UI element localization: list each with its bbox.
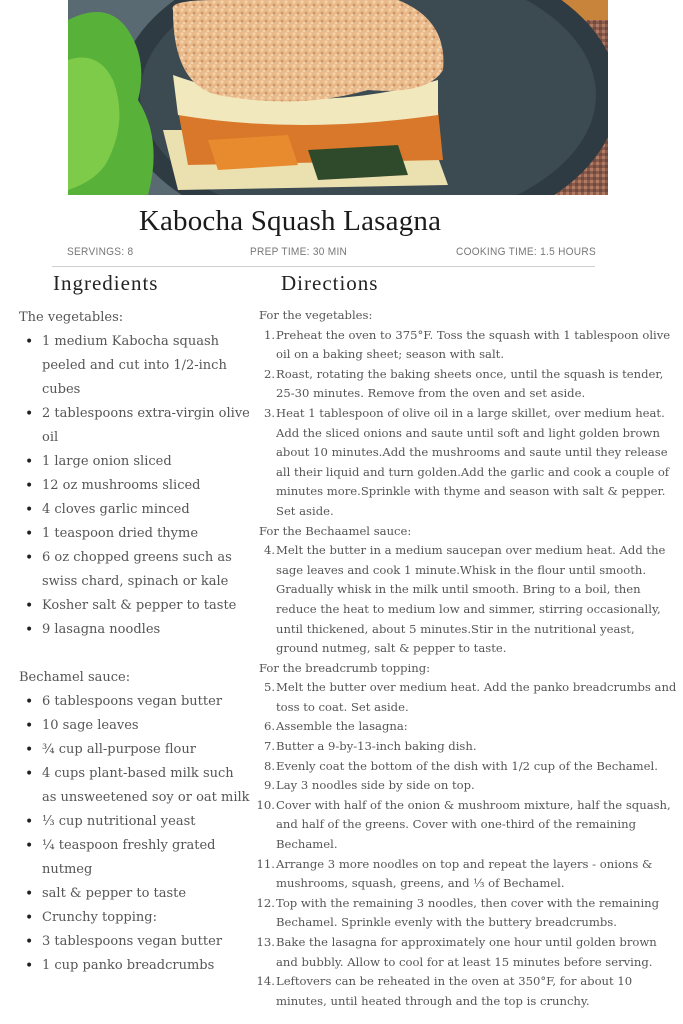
directions-section <box>256 306 679 1011</box>
ingredient-item: • 6 tablespoons vegan butter <box>42 690 251 714</box>
lasagna-illustration <box>68 0 608 195</box>
ingredient-item: • 3 tablespoons vegan butter <box>42 930 251 954</box>
directions-group-label: For the breadcrumb topping: <box>259 660 431 675</box>
divider <box>52 266 595 267</box>
direction-step: 5. Melt the butter over medium heat. Add the panko breadcrumbs and toss to coat. Set aside. <box>263 680 677 714</box>
steps-bechamel <box>259 541 679 659</box>
ingredient-item: • salt & pepper to taste <box>42 882 251 906</box>
spacer <box>19 642 251 666</box>
vegetables-list <box>19 330 251 642</box>
ingredient-item: • 9 lasagna noodles <box>42 618 251 642</box>
steps-assembly <box>256 678 679 1011</box>
recipe-photo <box>68 0 608 195</box>
direction-step: 10. Cover with half of the onion & mushroom mixture, half the squash, and half of the greens. Cover with one-third of the remaining Bechamel. <box>256 797 671 852</box>
direction-step: 11. Arrange 3 more noodles on top and repeat the layers - onions & mushrooms, squash, greens, and ⅓ of Bechamel. <box>256 856 653 891</box>
ingredients-heading: Ingredients <box>53 271 159 295</box>
directions-heading: Directions <box>281 271 379 295</box>
ingredient-item: • ⅓ cup nutritional yeast <box>42 810 251 834</box>
ingredient-item: • 1 teaspoon dried thyme <box>42 522 251 546</box>
direction-step: 3. Heat 1 tablespoon of olive oil in a large skillet, over medium heat. Add the sliced onions and saute until soft and light golden brown about 10 minutes.Add the mushrooms and saute until they release all their liquid and turn golden.Add the garlic and cook a couple of minutes more.Sprinkle with thyme and season with salt & pepper. Set aside. <box>263 405 670 518</box>
cooking-time: COOKING TIME: 1.5 HOURS <box>456 246 596 258</box>
direction-step: 14. Leftovers can be reheated in the oven at 350°F, for about 10 minutes, until heated through and the top is crunchy. <box>256 974 633 1008</box>
ingredient-item: • Crunchy topping: <box>42 906 251 930</box>
ingredient-item: • 6 oz chopped greens such as swiss chard, spinach or kale <box>42 546 251 594</box>
ingredient-item: • 1 medium Kabocha squash peeled and cut into 1/2-inch cubes <box>42 330 251 402</box>
ingredient-item: • 1 large onion sliced <box>42 450 251 474</box>
direction-step: 12. Top with the remaining 3 noodles, then cover with the remaining Bechamel. Sprinkle evenly with the buttery breadcrumbs. <box>256 895 660 930</box>
direction-step: 1. Preheat the oven to 375°F. Toss the squash with 1 tablespoon olive oil on a baking sheet; season with salt. <box>263 327 671 362</box>
ingredient-item: • 4 cloves garlic minced <box>42 498 251 522</box>
ingredients-section <box>19 306 251 978</box>
ingredient-item: • 1 cup panko breadcrumbs <box>42 954 251 978</box>
direction-step: 7. Butter a 9-by-13-inch baking dish. <box>263 739 477 754</box>
ingredient-item: • 2 tablespoons extra-virgin olive oil <box>42 402 251 450</box>
ingredient-item: • 4 cups plant-based milk such as unsweetened soy or oat milk <box>42 762 251 810</box>
direction-step: 9. Lay 3 noodles side by side on top. <box>263 778 475 793</box>
direction-step: 6. Assemble the lasagna: <box>263 719 408 734</box>
recipe-title: Kabocha Squash Lasagna <box>138 205 442 237</box>
ingredients-group-label: The vegetables: <box>19 310 124 325</box>
ingredient-item: • ¼ teaspoon freshly grated nutmeg <box>42 834 251 882</box>
ingredient-item: • ¾ cup all-purpose flour <box>42 738 251 762</box>
ingredient-item: • 10 sage leaves <box>42 714 251 738</box>
ingredient-item: • 12 oz mushrooms sliced <box>42 474 251 498</box>
direction-step: 13. Bake the lasagna for approximately one hour until golden brown and bubbly. Allow to cool for at least 15 minutes before serving. <box>256 935 657 969</box>
directions-group-label: For the vegetables: <box>259 308 373 322</box>
direction-step: 2. Roast, rotating the baking sheets once, until the squash is tender, 25-30 minutes. Remove from the oven and set aside. <box>263 366 664 401</box>
direction-step: 8. Evenly coat the bottom of the dish with 1/2 cup of the Bechamel. <box>263 758 658 773</box>
ingredient-item: • Kosher salt & pepper to taste <box>42 594 251 618</box>
directions-group-label: For the Bechaamel sauce: <box>259 523 412 538</box>
steps-vegetables <box>259 326 679 522</box>
ingredients-group-label: Bechamel sauce: <box>19 670 131 685</box>
prep-time: PREP TIME: 30 MIN <box>250 246 348 258</box>
direction-step: 4. Melt the butter in a medium saucepan over medium heat. Add the sage leaves and cook 1 minute.Whisk in the flour until smooth. Gradually whisk in the milk until smooth. Bring to a boil, then reduce the heat to medium low and simmer, stirring occasionally, until thickened, about 5 minutes.Stir in the nutritional yeast, ground nutmeg, salt & pepper to taste. <box>263 543 666 656</box>
bechamel-list <box>19 690 251 978</box>
servings: SERVINGS: 8 <box>67 246 134 258</box>
